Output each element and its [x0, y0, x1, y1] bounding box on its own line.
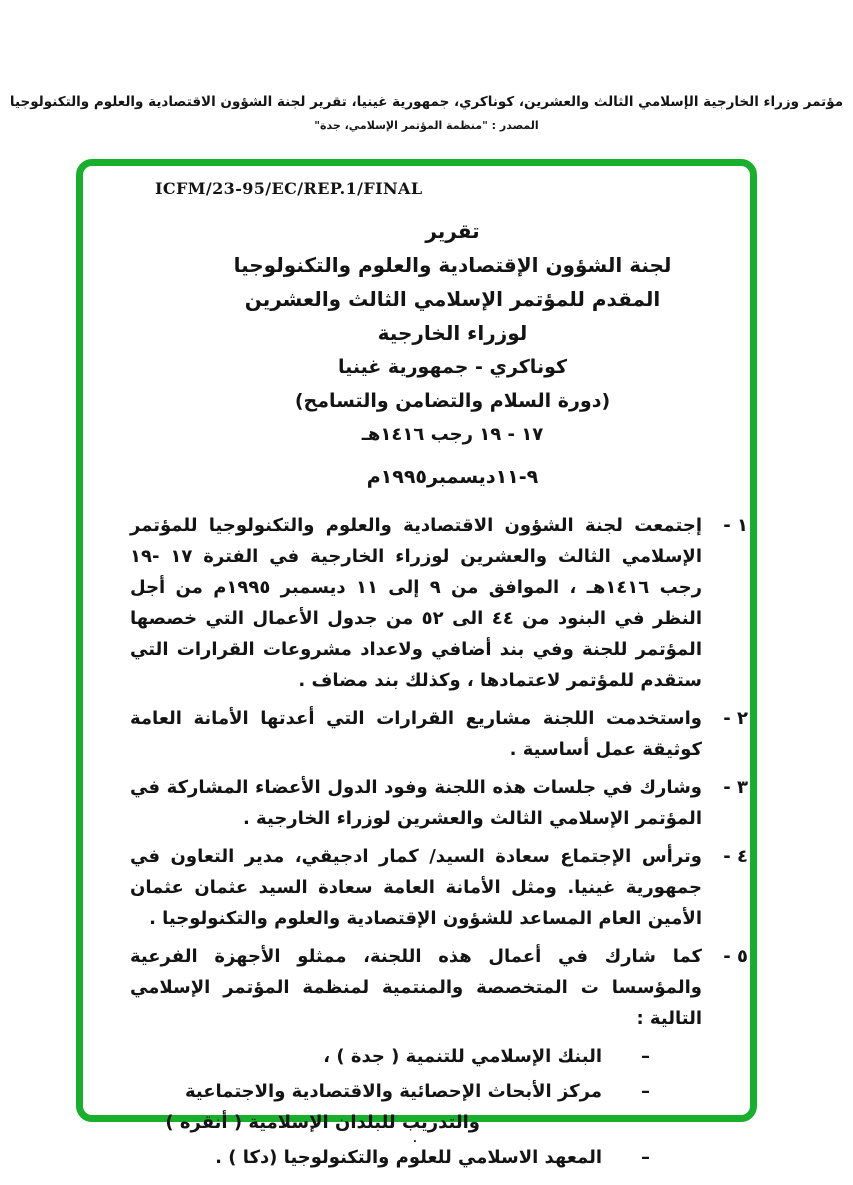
paragraph	[130, 703, 748, 765]
title-line: لوزراء الخارجية	[377, 321, 528, 345]
paragraph-number: ١ -	[723, 515, 748, 536]
paragraph-text	[130, 941, 702, 1034]
title-line: تقرير	[425, 219, 480, 243]
paragraph	[130, 841, 748, 934]
paragraph	[130, 510, 748, 696]
bullet-text: مركز الأبحاث الإحصائية والاقتصادية والاجتماعية والتدريب للبلدان الإسلامية ( أنقره )	[165, 1081, 602, 1133]
title-line: لجنة الشؤون الإقتصادية والعلوم والتكنولوجيا	[233, 253, 672, 277]
bold-date-segment: ١١ ديسمبر ١٩٩٥	[226, 577, 378, 598]
text-segment: واستخدمت اللجنة مشاريع القرارات التي أعدتها الأمانة العامة كوثيقة عمل أساسية .	[130, 708, 702, 760]
text-segment: وترأس الإجتماع سعادة السيد/ كمار ادجيقي، مدير التعاون في جمهورية غينيا. ومثل الأمانة العامة سعادة السيد عثمان عثمان الأمين العام المساعد للشؤون الإقتصادية والعلوم والتكنولوجيا .	[130, 846, 702, 929]
dash-marker-icon: –	[641, 1081, 650, 1102]
page-header	[0, 92, 853, 133]
paragraph-text	[130, 703, 702, 765]
paragraph-number: ٢ -	[723, 708, 748, 729]
document-body	[130, 510, 748, 1173]
bullet-text: البنك الإسلامي للتنمية ( جدة ) ،	[323, 1046, 602, 1067]
title-line: كوناكري - جمهورية غينيا	[337, 356, 568, 378]
paragraph	[130, 772, 748, 834]
bullet-item	[130, 1076, 650, 1138]
header-title-line: مؤتمر وزراء الخارجية الإسلامي الثالث والعشرين، كوناكري، جمهورية غينيا، تقرير لجنة الشؤون الاقتصادية والعلوم والتكنولوجيا	[9, 94, 844, 110]
paragraph	[130, 941, 748, 1034]
dash-marker-icon: –	[641, 1046, 650, 1067]
document-reference: ICFM/23-95/EC/REP.1/FINAL	[155, 179, 423, 198]
document-frame	[76, 159, 757, 1168]
bullet-text: المعهد الاسلامي للعلوم والتكنولوجيا (دكا ) .	[215, 1147, 602, 1168]
paragraph-number: ٥ -	[723, 946, 748, 967]
text-segment: وشارك في جلسات هذه اللجنة وفود الدول الأعضاء المشاركة في المؤتمر الإسلامي الثالث والعشرين لوزراء الخارجية .	[130, 777, 702, 829]
paragraph-number: ٣ -	[723, 777, 748, 798]
paragraph-text	[130, 510, 702, 696]
paragraph-text	[130, 772, 702, 834]
dash-marker-icon: –	[641, 1147, 650, 1168]
paragraph-text	[130, 841, 702, 934]
title-line: (دورة السلام والتضامن والتسامح)	[294, 390, 611, 412]
bullet-item	[130, 1142, 650, 1173]
footer-mark: .	[413, 1134, 417, 1145]
text-segment: إجتمعت لجنة الشؤون الاقتصادية والعلوم والتكنولوجيا للمؤتمر الإسلامي الثالث والعشرين لوزراء الخارجية في الفترة ١٧ -١٩ رجب ١٤١٦هـ ، الموافق من ٩ إلى	[130, 515, 702, 598]
text-segment: م من أجل النظر في البنود من ٤٤ الى ٥٢ من جدول الأعمال التي خصصها المؤتمر للجنة وفي بند أضافي ولاعداد مشروعات القرارات التي ستقدم للمؤتمر لاعتمادها ، وكذلك بند مضاف .	[130, 577, 702, 691]
title-line: المقدم للمؤتمر الإسلامي الثالث والعشرين	[244, 287, 661, 311]
title-line: ٩-١١ديسمبر١٩٩٥م	[366, 466, 539, 488]
bullet-item	[130, 1041, 650, 1072]
title-block	[119, 214, 786, 494]
title-line: ١٧ - ١٩ رجب ١٤١٦هـ	[361, 424, 544, 445]
text-segment: كما شارك في أعمال هذه اللجنة، ممثلو الأجهزة الفرعية والمؤسسا ت المتخصصة والمنتمية لمنظمة المؤتمر الإسلامي التالية :	[130, 946, 702, 1029]
paragraph-number: ٤ -	[723, 846, 748, 867]
header-source-line: المصدر : "منظمة المؤتمر الإسلامي، جدة"	[314, 119, 539, 132]
